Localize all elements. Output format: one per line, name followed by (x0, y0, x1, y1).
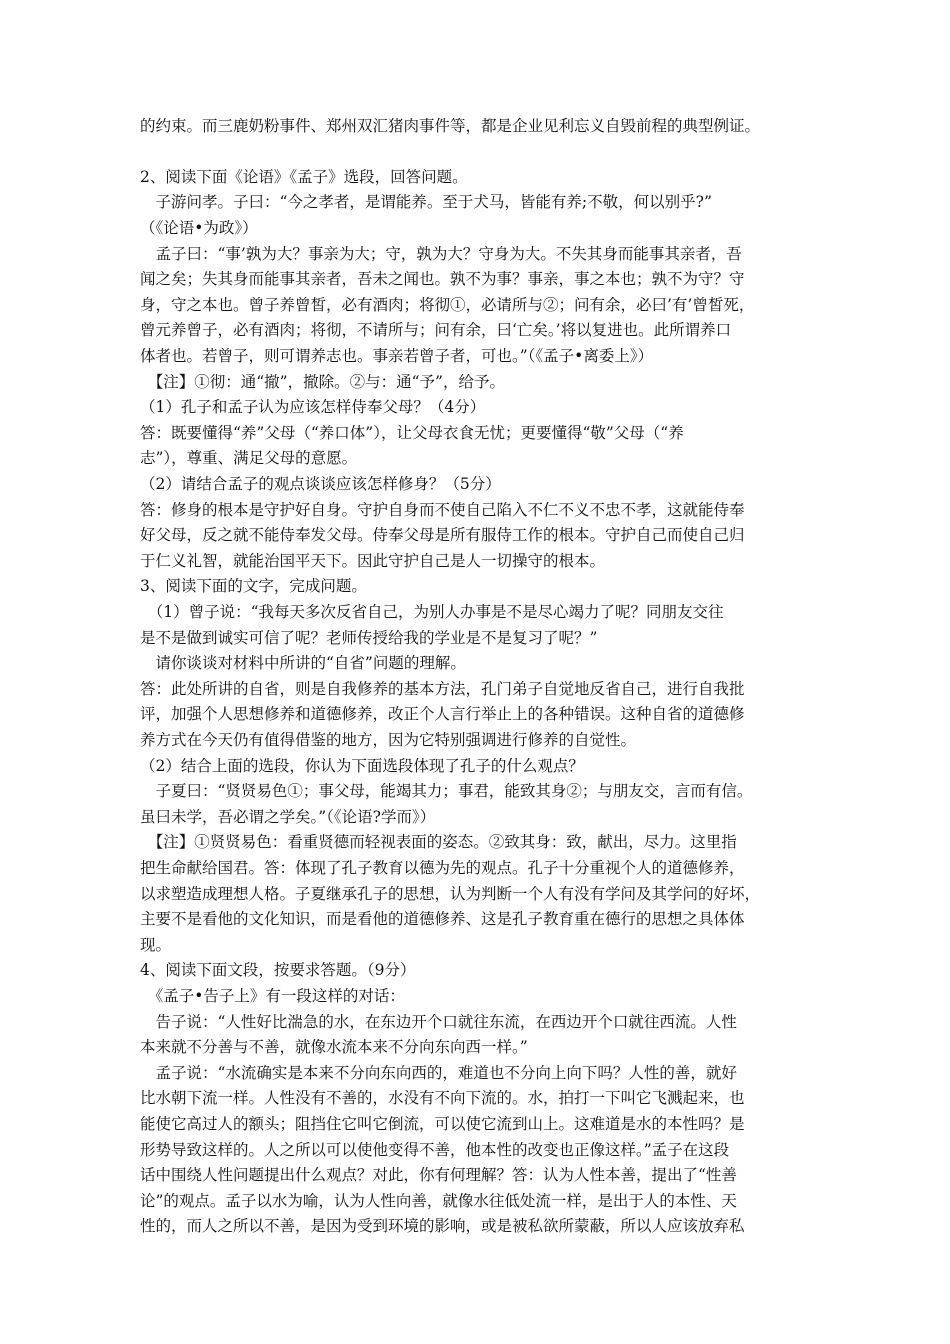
answer-line: 志”），尊重、满足父母的意愿。 (140, 449, 358, 467)
text-line: （1）曾子说：“我每天多次反省自己，为别人办事是不是尽心竭力了呢？同朋友交往 (140, 603, 724, 621)
text-line: 话中围绕人性问题提出什么观点？对此，你有何理解？答：认为人性本善，提出了“性善 (140, 1166, 737, 1184)
answer-line: 答：修身的根本是守护好自身。守护自身而不使自己陷入不仁不义不忠不孝，这就能侍奉 (140, 501, 745, 519)
text-line: 子夏曰：“贤贤易色①；事父母，能竭其力；事君，能致其身②；与朋友交，言而有信。 (140, 782, 753, 800)
text-line: 闻之矣；失其身而能事其亲者，吾未之闻也。孰不为事？事亲，事之本也；孰不为守？守 (140, 270, 745, 288)
text-line: 孟子曰：“事’孰为大？事亲为大；守，孰为大？守身为大。不失其身而能事其亲者，吾 (140, 245, 742, 263)
text-line: 《孟子•告子上》有一段这样的对话： (140, 987, 405, 1005)
text-line: 孟子说：“水流确实是本来不分向东向西的，难道也不分向上向下吗？人性的善，就好 (140, 1064, 737, 1082)
answer-line: 现。 (140, 936, 172, 954)
answer-line: 于仁义礼智，就能治国平天下。因此守护自己是人一切操守的根本。 (140, 552, 606, 570)
text-line: 能使它高过人的额头；阻挡住它叫它倒流，可以使它流到山上。这难道是水的本性吗？是 (140, 1115, 745, 1133)
text-line: 本来就不分善与不善，就像水流本来不分向东向西一样。” (140, 1038, 528, 1056)
answer-line: 养方式在今天仍有值得借鉴的地方，因为它特别强调进行修养的自觉性。 (140, 731, 637, 749)
text-line: 请你谈谈对材料中所讲的“自省”问题的理解。 (140, 654, 466, 672)
question-heading: 3、阅读下面的文字，完成问题。 (140, 577, 367, 595)
answer-line: 答：既要懂得“养”父母（“养口体”），让父母衣食无忧；更要懂得“敬”父母（“养 (140, 424, 684, 442)
text-line: 身，守之本也。曾子养曾皙，必有酒肉；将彻①，必请所与②；问有余，必曰’有’曾皙死， (140, 296, 755, 314)
sub-question: （1）孔子和孟子认为应该怎样侍奉父母？（4分） (140, 398, 486, 416)
answer-line: 答：此处所讲的自省，则是自我修养的基本方法，孔门弟子自觉地反省自己，进行自我批 (140, 680, 745, 698)
text-line: 的约束。而三鹿奶粉事件、郑州双汇猪肉事件等，都是企业见利忘义自毁前程的典型例证。 (140, 117, 761, 135)
text-line: 告子说：“人性好比湍急的水，在东边开个口就往东流，在西边开个口就往西流。人性 (140, 1013, 737, 1031)
text-line: 子游问孝。子曰：“今之孝者，是谓能养。至于犬马，皆能有养;不敬，何以别乎?” (140, 193, 712, 211)
text-line: 体者也。若曾子，则可谓养志也。事亲若曾子者，可也。”（《孟子•离委上》） (140, 347, 654, 365)
sub-question: （2）结合上面的选段，你认为下面选段体现了孔子的什么观点？ (140, 757, 584, 775)
answer-line: 把生命献给国君。答：体现了孔子教育以德为先的观点。孔子十分重视个人的道德修养， (140, 859, 745, 877)
sub-question: （2）请结合孟子的观点谈谈应该怎样修身？（5分） (140, 475, 501, 493)
source-citation: （《论语•为政》） (140, 219, 258, 237)
text-line: 虽曰未学，吾必谓之学矣。”（《论语?学而》） (140, 808, 436, 826)
text-line: 形势导致这样的。人之所以可以使他变得不善，他本性的改变也正像这样。”孟子在这段 (140, 1141, 730, 1159)
answer-line: 性的，而人之所以不善，是因为受到环境的影响，或是被私欲所蒙蔽，所以人应该放弃私 (140, 1217, 745, 1235)
annotation-note: 【注】①彻：通“撤”，撤除。②与：通“予”，给予。 (140, 373, 505, 391)
answer-line: 论”的观点。孟子以水为喻，认为人性向善，就像水往低处流一样，是出于人的本性、天 (140, 1192, 737, 1210)
text-line: 比水朝下流一样。人性没有不善的，水没有不向下流的。水，拍打一下叫它飞溅起来，也 (140, 1089, 745, 1107)
answer-line: 好父母，反之就不能侍奉发父母。侍奉父母是所有服侍工作的根本。守护自己而使自己归 (140, 526, 745, 544)
question-heading: 4、阅读下面文段，按要求答题。（9分） (140, 961, 416, 979)
answer-line: 以求塑造成理想人格。子夏继承孔子的思想，认为判断一个人有没有学问及其学问的好坏， (140, 885, 761, 903)
text-line: 曾元养曾子，必有酒肉；将彻，不请所与；问有余，曰‘亡矣。’将以复进也。此所谓养口 (140, 321, 732, 339)
question-heading: 2、阅读下面《论语》《孟子》选段，回答问题。 (140, 168, 468, 186)
answer-line: 主要不是看他的文化知识，而是看他的道德修养、这是孔子教育重在德行的思想之具体体 (140, 910, 745, 928)
answer-line: 评，加强个人思想修养和道德修养，改正个人言行举止上的各种错误。这种自省的道德修 (140, 705, 745, 723)
text-line: 是不是做到诚实可信了呢？老师传授给我的学业是不是复习了呢？” (140, 629, 598, 647)
annotation-note: 【注】①贤贤易色：看重贤德而轻视表面的姿态。②致其身：致，献出，尽力。这里指 (140, 833, 737, 851)
